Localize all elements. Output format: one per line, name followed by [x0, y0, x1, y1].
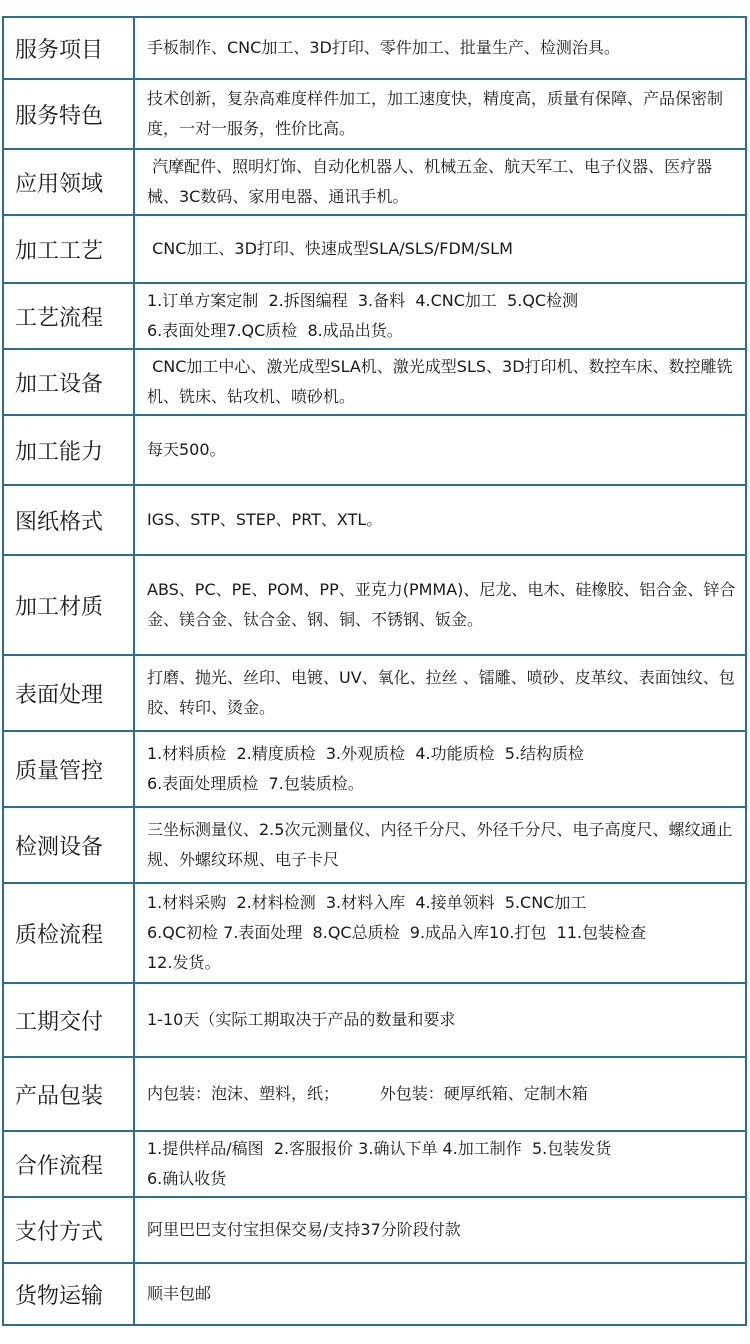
row-label: 货物运输	[3, 1263, 134, 1325]
row-label: 产品包装	[3, 1057, 134, 1131]
row-value: ABS、PC、PE、POM、PP、亚克力(PMMA)、尼龙、电木、硅橡胶、铝合金、锌合金、镁合金、钛合金、钢、铜、不锈钢、钣金。	[134, 555, 746, 655]
row-label: 表面处理	[3, 655, 134, 731]
row-label: 工艺流程	[3, 283, 134, 349]
row-label: 检测设备	[3, 807, 134, 883]
row-value: 1.提供样品/稿图 2.客服报价 3.确认下单 4.加工制作 5.包装发货 6.确认收货	[134, 1131, 746, 1197]
row-value: 三坐标测量仪、2.5次元测量仪、内径千分尺、外径千分尺、电子高度尺、螺纹通止规、外螺纹环规、电子卡尺	[134, 807, 746, 883]
row-value: 技术创新，复杂高难度样件加工，加工速度快，精度高，质量有保障、产品保密制度，一对一服务，性价比高。	[134, 79, 746, 149]
row-label: 加工工艺	[3, 215, 134, 283]
table-row	[3, 555, 746, 655]
table-row	[3, 1197, 746, 1263]
table-row	[3, 349, 746, 415]
table-row	[3, 1131, 746, 1197]
row-label: 应用领域	[3, 149, 134, 215]
row-label: 质检流程	[3, 883, 134, 983]
row-label: 服务特色	[3, 79, 134, 149]
table-row	[3, 883, 746, 983]
table-row	[3, 1057, 746, 1131]
row-value: 内包装：泡沫、塑料，纸； 外包装：硬厚纸箱、定制木箱	[134, 1057, 746, 1131]
row-value: 顺丰包邮	[134, 1263, 746, 1325]
row-value: 1.材料质检 2.精度质检 3.外观质检 4.功能质检 5.结构质检 6.表面处理质检 7.包装质检。	[134, 731, 746, 807]
row-value: 阿里巴巴支付宝担保交易/支持37分阶段付款	[134, 1197, 746, 1263]
row-label: 合作流程	[3, 1131, 134, 1197]
row-value: 1-10天（实际工期取决于产品的数量和要求	[134, 983, 746, 1057]
service-info-table	[2, 16, 747, 1326]
table-row	[3, 731, 746, 807]
row-value: CNC加工中心、激光成型SLA机、激光成型SLS、3D打印机、数控车床、数控雕铣机、铣床、钻攻机、喷砂机。	[134, 349, 746, 415]
row-value: 每天500。	[134, 415, 746, 485]
row-value: CNC加工、3D打印、快速成型SLA/SLS/FDM/SLM	[134, 215, 746, 283]
table-row	[3, 485, 746, 555]
table-row	[3, 79, 746, 149]
table-row	[3, 807, 746, 883]
row-value: IGS、STP、STEP、PRT、XTL。	[134, 485, 746, 555]
row-value: 打磨、抛光、丝印、电镀、UV、氧化、拉丝 、镭雕、喷砂、皮革纹、表面蚀纹、包胶、转印、烫金。	[134, 655, 746, 731]
table-row	[3, 1263, 746, 1325]
row-label: 支付方式	[3, 1197, 134, 1263]
table-row	[3, 415, 746, 485]
row-value: 汽摩配件、照明灯饰、自动化机器人、机械五金、航天军工、电子仪器、医疗器械、3C数码、家用电器、通讯手机。	[134, 149, 746, 215]
table-row	[3, 283, 746, 349]
table-row	[3, 17, 746, 79]
row-label: 质量管控	[3, 731, 134, 807]
row-value: 1.材料采购 2.材料检测 3.材料入库 4.接单领料 5.CNC加工 6.QC初检 7.表面处理 8.QC总质检 9.成品入库10.打包 11.包装检查 12.发货。	[134, 883, 746, 983]
row-value: 手板制作、CNC加工、3D打印、零件加工、批量生产、检测治具。	[134, 17, 746, 79]
row-label: 图纸格式	[3, 485, 134, 555]
table-row	[3, 215, 746, 283]
row-label: 加工材质	[3, 555, 134, 655]
table-row	[3, 983, 746, 1057]
row-value: 1.订单方案定制 2.拆图编程 3.备料 4.CNC加工 5.QC检测 6.表面处理7.QC质检 8.成品出货。	[134, 283, 746, 349]
table-row	[3, 149, 746, 215]
table-row	[3, 655, 746, 731]
row-label: 工期交付	[3, 983, 134, 1057]
row-label: 加工设备	[3, 349, 134, 415]
row-label: 加工能力	[3, 415, 134, 485]
row-label: 服务项目	[3, 17, 134, 79]
